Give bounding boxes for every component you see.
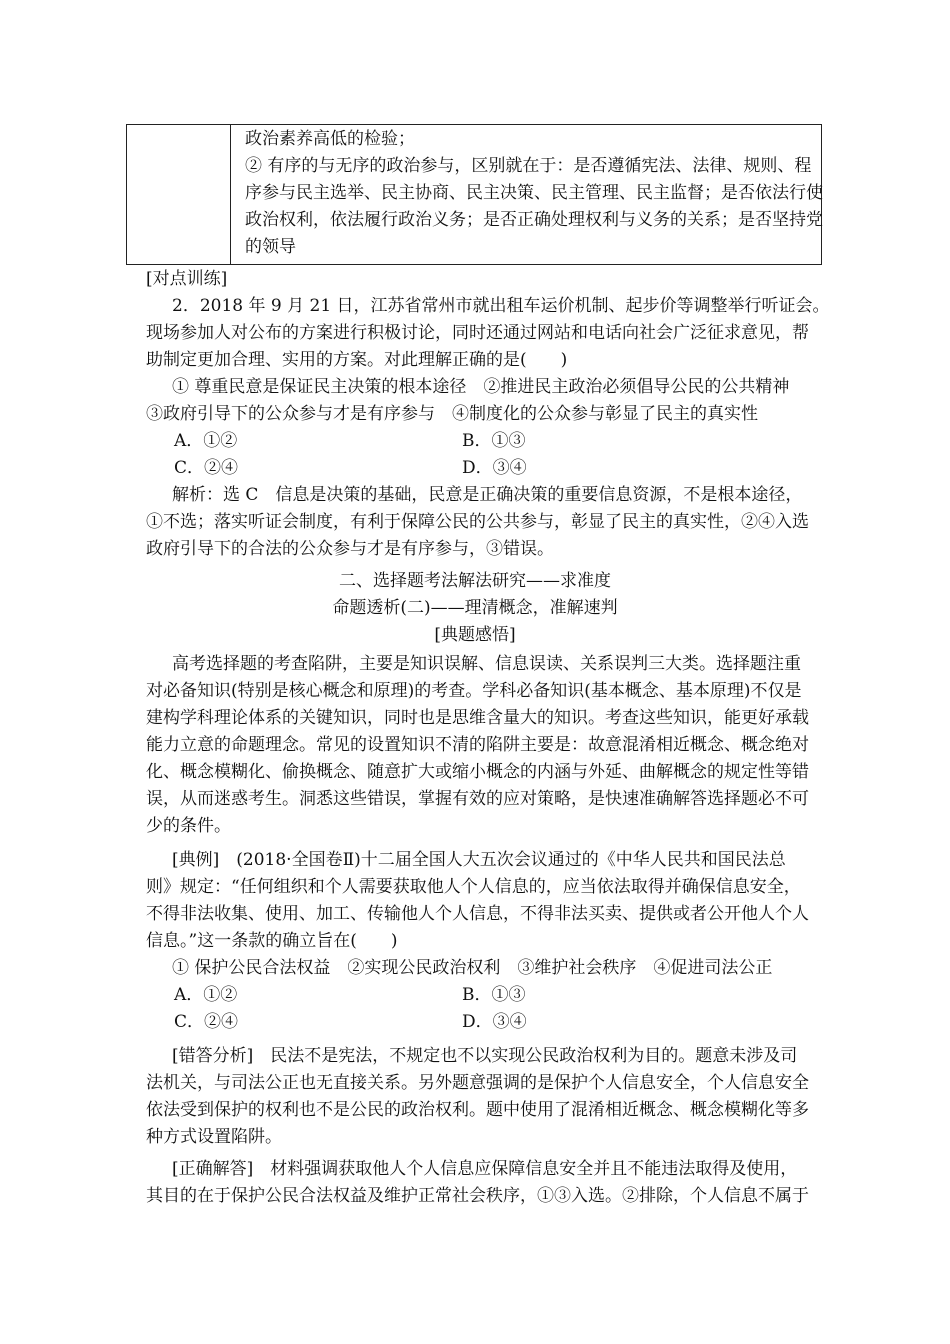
- example-option-c: C．②④: [174, 1012, 239, 1032]
- example-line: 信息。”这一条款的确立旨在( ): [146, 931, 398, 951]
- correct-answer-line: 其目的在于保护公民合法权益及维护正常社会秩序，①③入选。②排除，个人信息不属于: [146, 1186, 809, 1206]
- example-option-a: A．①②: [174, 985, 238, 1005]
- statement-line: ③政府引导下的公众参与才是有序参与 ④制度化的公众参与彰显了民主的真实性: [146, 404, 758, 424]
- example-option-b: B．①③: [462, 985, 526, 1005]
- intro-line: 高考选择题的考查陷阱，主要是知识误解、信息误读、关系误判三大类。选择题注重: [172, 654, 801, 674]
- analysis-line: ①不选；落实听证会制度，有利于保障公民的公共参与，彰显了民主的真实性，②④入选: [146, 512, 809, 532]
- question-line: 助制定更加合理、实用的方案。对此理解正确的是( ): [146, 350, 568, 370]
- table-line: 政治素养高低的检验；: [245, 129, 415, 149]
- question-line: 现场参加人对公布的方案进行积极讨论，同时还通过网站和电话向社会广泛征求意见，帮: [146, 323, 809, 343]
- wrong-analysis-line: [错答分析] 民法不是宪法，不规定也不以实现公民政治权利为目的。题意未涉及司: [172, 1046, 798, 1066]
- correct-answer-line: [正确解答] 材料强调获取他人个人信息应保障信息安全并且不能违法取得及使用，: [172, 1159, 798, 1179]
- comparison-table: [126, 124, 822, 265]
- statement-line: ① 尊重民意是保证民主决策的根本途径 ②推进民主政治必须倡导公民的公共精神: [172, 377, 790, 397]
- section-subtitle: 命题透析(二)——理清概念，准解速判: [332, 598, 618, 618]
- intro-line: 建构学科理论体系的关键知识，同时也是思维含量大的知识。考查这些知识，能更好承载: [146, 708, 809, 728]
- intro-line: 能力立意的命题理念。常见的设置知识不清的陷阱主要是：故意混淆相近概念、概念绝对: [146, 735, 809, 755]
- option-b: B．①③: [462, 431, 526, 451]
- practice-heading: [对点训练]: [146, 269, 228, 289]
- question-line: 2．2018 年 9 月 21 日，江苏省常州市就出租车运价机制、起步价等调整举行听证会。: [172, 296, 830, 316]
- table-left-cell: [127, 125, 231, 264]
- table-line: 政治权利，依法履行政治义务；是否正确处理权利与义务的关系；是否坚持党: [245, 210, 823, 230]
- example-option-d: D．③④: [462, 1012, 527, 1032]
- wrong-analysis-line: 种方式设置陷阱。: [146, 1127, 282, 1147]
- table-line: 序参与民主选举、民主协商、民主决策、民主管理、民主监督；是否依法行使: [245, 183, 823, 203]
- wrong-analysis-line: 法机关，与司法公正也无直接关系。另外题意强调的是保护个人信息安全，个人信息安全: [146, 1073, 809, 1093]
- table-line: 的领导: [245, 237, 296, 257]
- example-line: 则》规定：“任何组织和个人需要获取他人个人信息的，应当依法取得并确保信息安全，: [146, 877, 801, 897]
- analysis-line: 解析：选 C 信息是决策的基础，民意是正确决策的重要信息资源，不是根本途径，: [172, 485, 803, 505]
- option-d: D．③④: [462, 458, 527, 478]
- example-line: 不得非法收集、使用、加工、传输他人个人信息，不得非法买卖、提供或者公开他人个人: [146, 904, 809, 924]
- analysis-line: 政府引导下的合法的公众参与才是有序参与，③错误。: [146, 539, 554, 559]
- table-line: ② 有序的与无序的政治参与，区别就在于：是否遵循宪法、法律、规则、程: [245, 156, 812, 176]
- intro-line: 对必备知识(特别是核心概念和原理)的考查。学科必备知识(基本概念、基本原理)不仅是: [146, 681, 802, 701]
- intro-line: 少的条件。: [146, 816, 231, 836]
- section-tag: [典题感悟]: [434, 625, 516, 645]
- intro-line: 误，从而迷惑考生。洞悉这些错误，掌握有效的应对策略，是快速准确解答选择题必不可: [146, 789, 809, 809]
- section-title: 二、选择题考法解法研究——求准度: [339, 571, 611, 591]
- wrong-analysis-line: 依法受到保护的权利也不是公民的政治权利。题中使用了混淆相近概念、概念模糊化等多: [146, 1100, 809, 1120]
- option-a: A．①②: [174, 431, 238, 451]
- option-c: C．②④: [174, 458, 239, 478]
- example-line: [典例] (2018·全国卷Ⅱ)十二届全国人大五次会议通过的《中华人民共和国民法总: [172, 850, 786, 870]
- example-statements: ① 保护公民合法权益 ②实现公民政治权利 ③维护社会秩序 ④促进司法公正: [172, 958, 773, 978]
- intro-line: 化、概念模糊化、偷换概念、随意扩大或缩小概念的内涵与外延、曲解概念的规定性等错: [146, 762, 809, 782]
